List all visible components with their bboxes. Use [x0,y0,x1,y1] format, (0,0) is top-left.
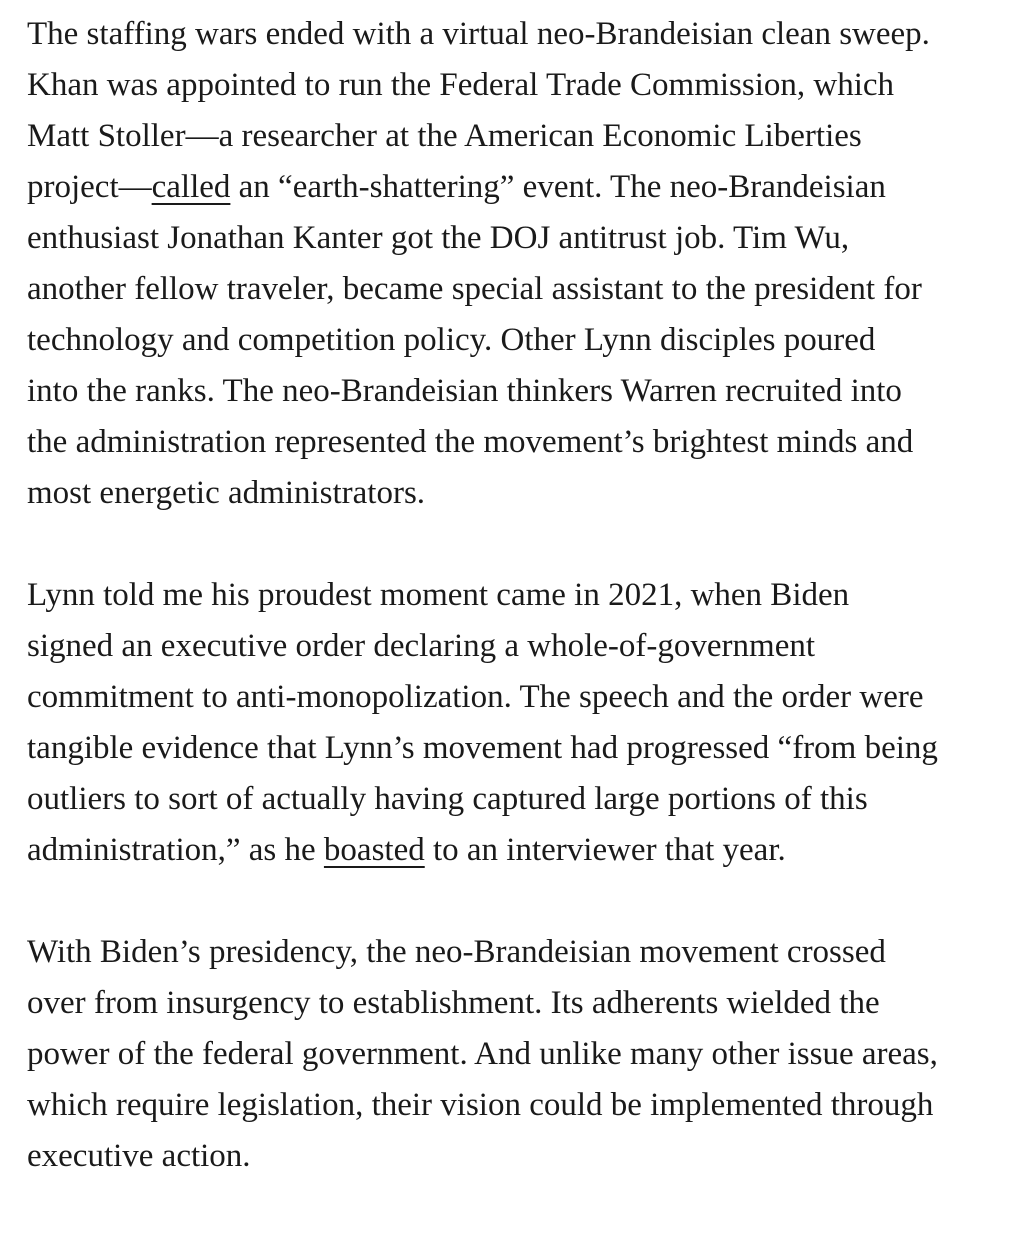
text-segment: project— [27,169,152,205]
text-line: into the ranks. The neo-Brandeisian thinkers Warren recruited into [27,373,902,409]
text-line: most energetic administrators. [27,475,426,511]
called-link[interactable]: called [151,169,231,205]
text-line: executive action. [27,1138,251,1174]
text-line: Khan was appointed to run the Federal Trade Commission, which [27,67,895,103]
text-line: power of the federal government. And unlike many other issue areas, [27,1036,938,1072]
text-line: With Biden’s presidency, the neo-Brandeisian movement crossed [27,934,886,970]
text-segment: to an interviewer that year. [424,832,786,868]
text-line: Matt Stoller—a researcher at the American Economic Liberties [27,118,862,154]
text-line: technology and competition policy. Other Lynn disciples poured [27,322,876,358]
text-line: Lynn told me his proudest moment came in 2021, when Biden [27,577,850,613]
paragraph-proudest-moment [27,570,1017,876]
text-segment: administration,” as he [27,832,324,868]
text-line: enthusiast Jonathan Kanter got the DOJ antitrust job. Tim Wu, [27,220,850,256]
text-segment: an “earth-shattering” event. The neo-Brandeisian [230,169,886,205]
text-line: which require legislation, their vision could be implemented through [27,1087,934,1123]
text-line [27,162,1017,213]
boasted-link[interactable]: boasted [323,832,425,868]
paragraph-staffing-wars [27,9,1017,519]
text-line [27,825,1017,876]
text-line: signed an executive order declaring a whole-of-government [27,628,816,664]
text-line: tangible evidence that Lynn’s movement had progressed “from being [27,730,938,766]
text-line: over from insurgency to establishment. Its adherents wielded the [27,985,880,1021]
text-line: outliers to sort of actually having captured large portions of this [27,781,868,817]
text-line: another fellow traveler, became special assistant to the president for [27,271,922,307]
paragraph-biden-presidency [27,927,1017,1182]
text-line: the administration represented the movement’s brightest minds and [27,424,914,460]
article-body [27,9,1017,1233]
text-line: The staffing wars ended with a virtual neo-Brandeisian clean sweep. [27,16,930,52]
text-line: commitment to anti-monopolization. The speech and the order were [27,679,924,715]
